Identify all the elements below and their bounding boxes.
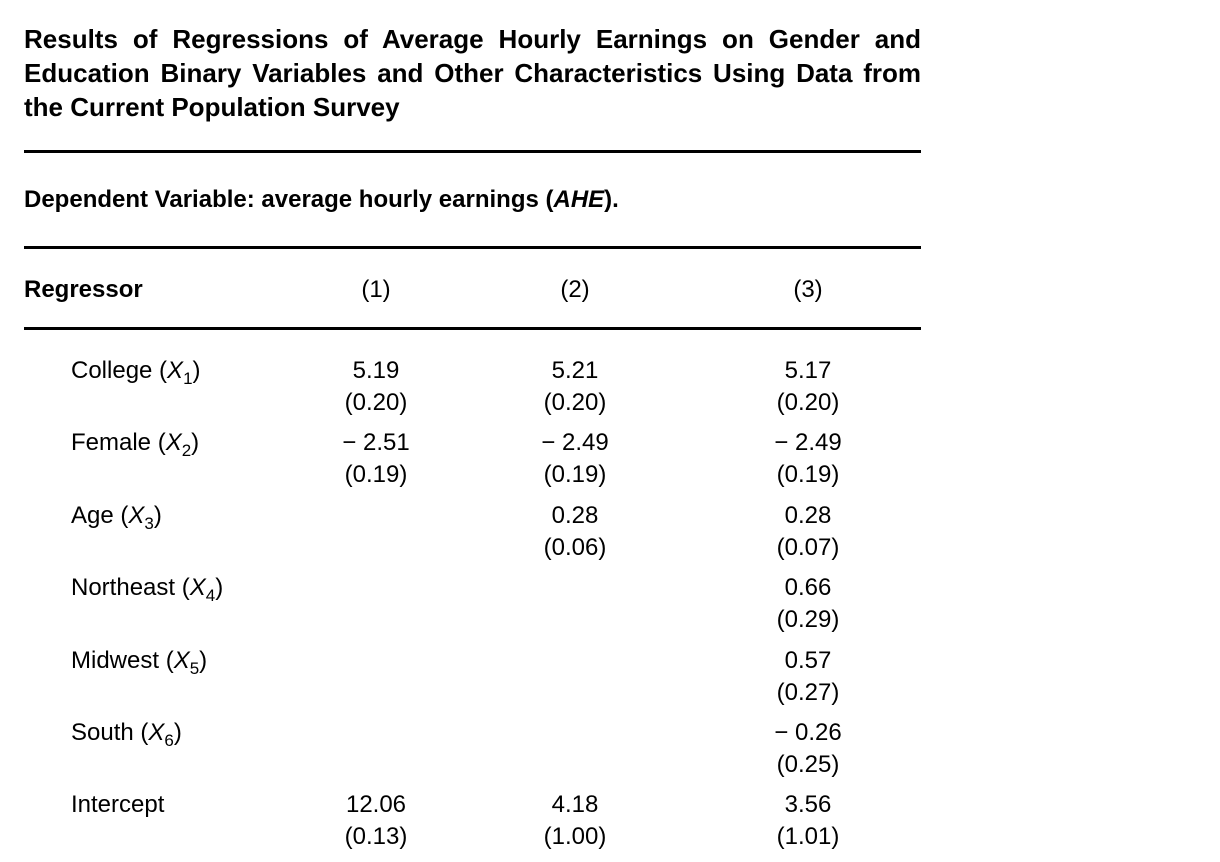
- row-label-subscript: 4: [205, 586, 216, 605]
- coefficient: 4.18: [551, 791, 599, 818]
- standard-error: (0.06): [543, 534, 607, 561]
- standard-error: (0.19): [543, 461, 607, 488]
- rule-top: [24, 150, 921, 153]
- row-label-symbol: X: [128, 502, 145, 529]
- coefficient: 0.57: [784, 647, 832, 674]
- coefficient: 5.17: [784, 357, 832, 384]
- coefficient: − 2.51: [342, 429, 410, 456]
- row-label: [71, 717, 182, 749]
- coefficient: − 2.49: [541, 429, 609, 456]
- row-label: [71, 572, 223, 604]
- table-cell: [505, 789, 645, 853]
- row-label-subscript: 3: [144, 514, 154, 533]
- dependent-prefix: Dependent Variable: average hourly earnings (: [24, 186, 554, 213]
- table-cell: [738, 355, 878, 419]
- standard-error: (0.20): [543, 389, 607, 416]
- coefficient: − 2.49: [774, 429, 842, 456]
- row-label-symbol: X: [165, 429, 182, 456]
- coefficient: 0.66: [784, 574, 832, 601]
- row-label-name: Age (: [71, 502, 129, 529]
- row-label-name: Female (: [71, 429, 166, 456]
- table-cell: [306, 789, 446, 853]
- table-cell: [738, 717, 878, 781]
- row-label-name: College (: [71, 357, 168, 384]
- table-cell: [738, 572, 878, 636]
- row-label-close: ): [215, 574, 224, 601]
- coefficient: − 0.26: [774, 719, 842, 746]
- row-label-close: ): [192, 357, 201, 384]
- coefficient: 5.19: [352, 357, 400, 384]
- row-label-name: South (: [71, 719, 149, 746]
- row-label-close: ): [199, 647, 208, 674]
- standard-error: (0.13): [344, 823, 408, 850]
- table-cell: [738, 500, 878, 564]
- table-cell: [505, 427, 645, 491]
- table-cell: [306, 355, 446, 419]
- standard-error: (0.25): [776, 751, 840, 778]
- row-label-symbol: X: [148, 719, 165, 746]
- table-cell: [738, 789, 878, 853]
- standard-error: (0.29): [776, 606, 840, 633]
- standard-error: (0.07): [776, 534, 840, 561]
- standard-error: (0.19): [344, 461, 408, 488]
- standard-error: (0.20): [344, 389, 408, 416]
- table-cell: [738, 427, 878, 491]
- row-label-name: Midwest (: [71, 647, 174, 674]
- column-header-1: (1): [361, 276, 391, 303]
- table-cell: [505, 355, 645, 419]
- row-label-symbol: X: [167, 357, 184, 384]
- row-label-symbol: X: [189, 574, 206, 601]
- table-cell: [306, 427, 446, 491]
- row-label-subscript: 5: [189, 659, 200, 678]
- row-label: [71, 789, 164, 821]
- row-label-subscript: 2: [181, 441, 192, 460]
- standard-error: (0.20): [776, 389, 840, 416]
- row-label-symbol: X: [173, 647, 190, 674]
- row-label-close: ): [173, 719, 182, 746]
- coefficient: 0.28: [551, 502, 599, 529]
- coefficient: 5.21: [551, 357, 599, 384]
- row-label-subscript: 1: [183, 369, 193, 388]
- row-label-name: Intercept: [71, 791, 165, 818]
- standard-error: (1.01): [776, 823, 840, 850]
- row-label: [71, 500, 162, 532]
- table-cell: [738, 645, 878, 709]
- standard-error: (0.19): [776, 461, 840, 488]
- row-label-close: ): [191, 429, 200, 456]
- column-header-2: (2): [560, 276, 590, 303]
- regressor-header: Regressor: [24, 276, 143, 303]
- row-label-subscript: 6: [164, 731, 174, 750]
- column-header-3: (3): [793, 276, 823, 303]
- row-label-name: Northeast (: [71, 574, 190, 601]
- table-title: Results of Regressions of Average Hourly Earnings on Gender and Education Binary Variables and Other Characteristics Using Data from the Current Population Survey: [24, 24, 921, 122]
- rule-middle: [24, 246, 921, 249]
- rule-header-bottom: [24, 327, 921, 330]
- dependent-symbol: AHE: [553, 186, 605, 213]
- dependent-suffix: ).: [604, 186, 619, 213]
- row-label-close: ): [153, 502, 162, 529]
- row-label: [71, 427, 199, 459]
- row-label: [71, 355, 201, 387]
- row-label: [71, 645, 207, 677]
- coefficient: 0.28: [784, 502, 832, 529]
- dependent-variable-note: [24, 184, 619, 216]
- coefficient: 3.56: [784, 791, 832, 818]
- standard-error: (0.27): [776, 679, 840, 706]
- coefficient: 12.06: [345, 791, 407, 818]
- standard-error: (1.00): [543, 823, 607, 850]
- table-cell: [505, 500, 645, 564]
